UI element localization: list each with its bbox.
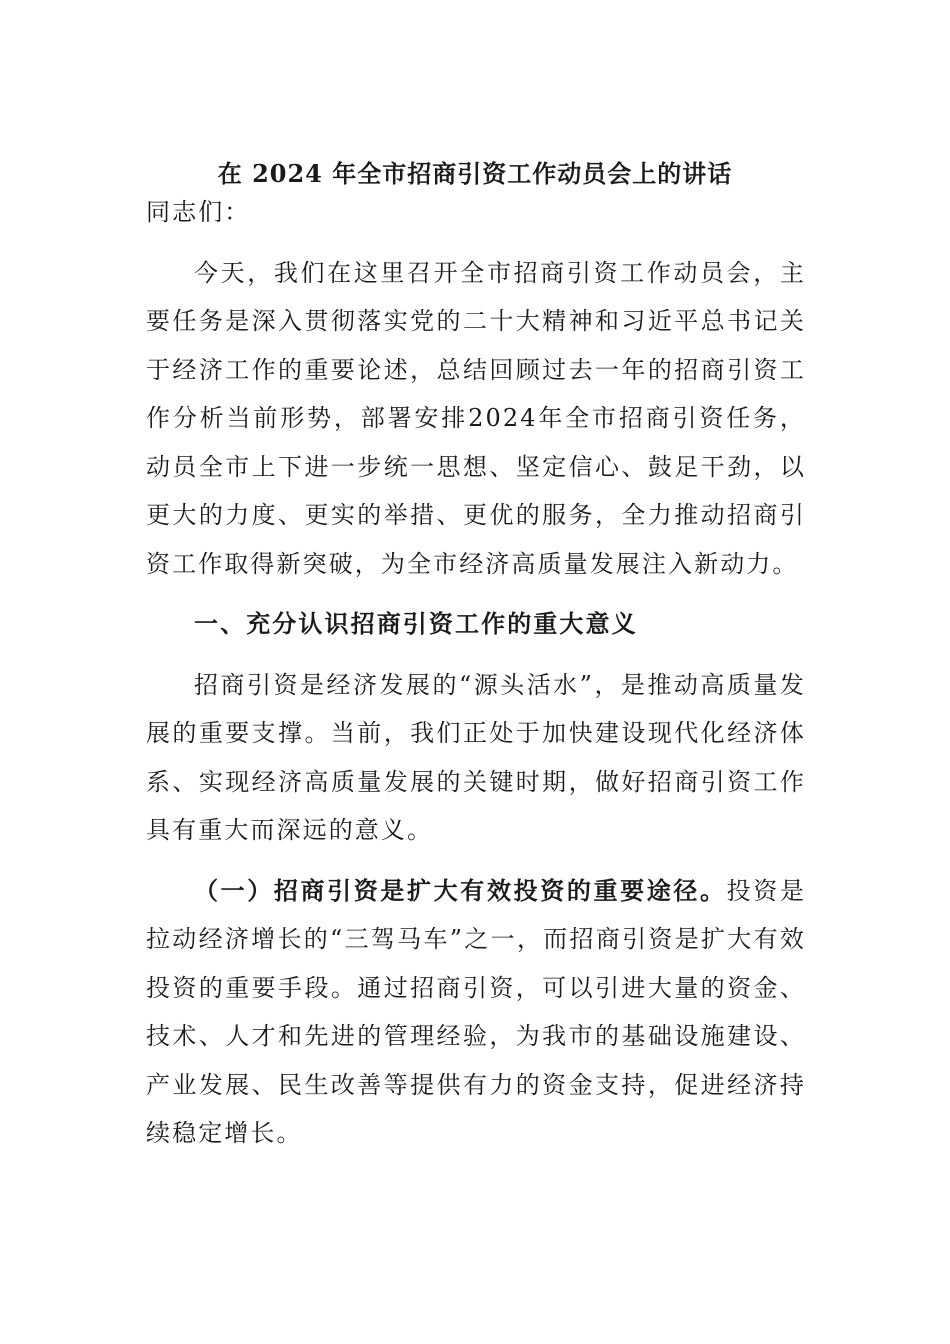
salutation: 同志们： [146, 198, 251, 226]
section-heading-1: 一、充分认识招商引资工作的重大意义 [194, 609, 638, 638]
point-1-lead: （一）招商引资是扩大有效投资的重要途径。 [194, 875, 727, 905]
intro-paragraph: 今天，我们在这里召开全市招商引资工作动员会，主要任务是深入贯彻落实党的二十大精神和习近平总书记关于经济工作的重要论述，总结回顾过去一年的招商引资工作分析当前形势，部署安排2024年全市招商引资任务，动员全市上下进一步统一思想、坚定信心、鼓足干劲，以更大的力度、更实的举措、更优的服务，全力推动招商引资工作取得新突破，为全市经济高质量发展注入新动力。 [146, 258, 806, 578]
point-1-paragraph [146, 867, 806, 1158]
section-1-paragraph: 招商引资是经济发展的“源头活水”，是推动高质量发展的重要支撑。当前，我们正处于加快建设现代化经济体系、实现经济高质量发展的关键时期，做好招商引资工作具有重大而深远的意义。 [146, 670, 806, 844]
document-title: 在 2024 年全市招商引资工作动员会上的讲话 [217, 159, 733, 188]
document-body [146, 188, 806, 1170]
point-1-text: 投资是拉动经济增长的“三驾马车”之一，而招商引资是扩大有效投资的重要手段。通过招商引资，可以引进大量的资金、技术、人才和先进的管理经验，为我市的基础设施建设、产业发展、民生改善等提供有力的资金支持，促进经济持续稳定增长。 [146, 876, 806, 1147]
